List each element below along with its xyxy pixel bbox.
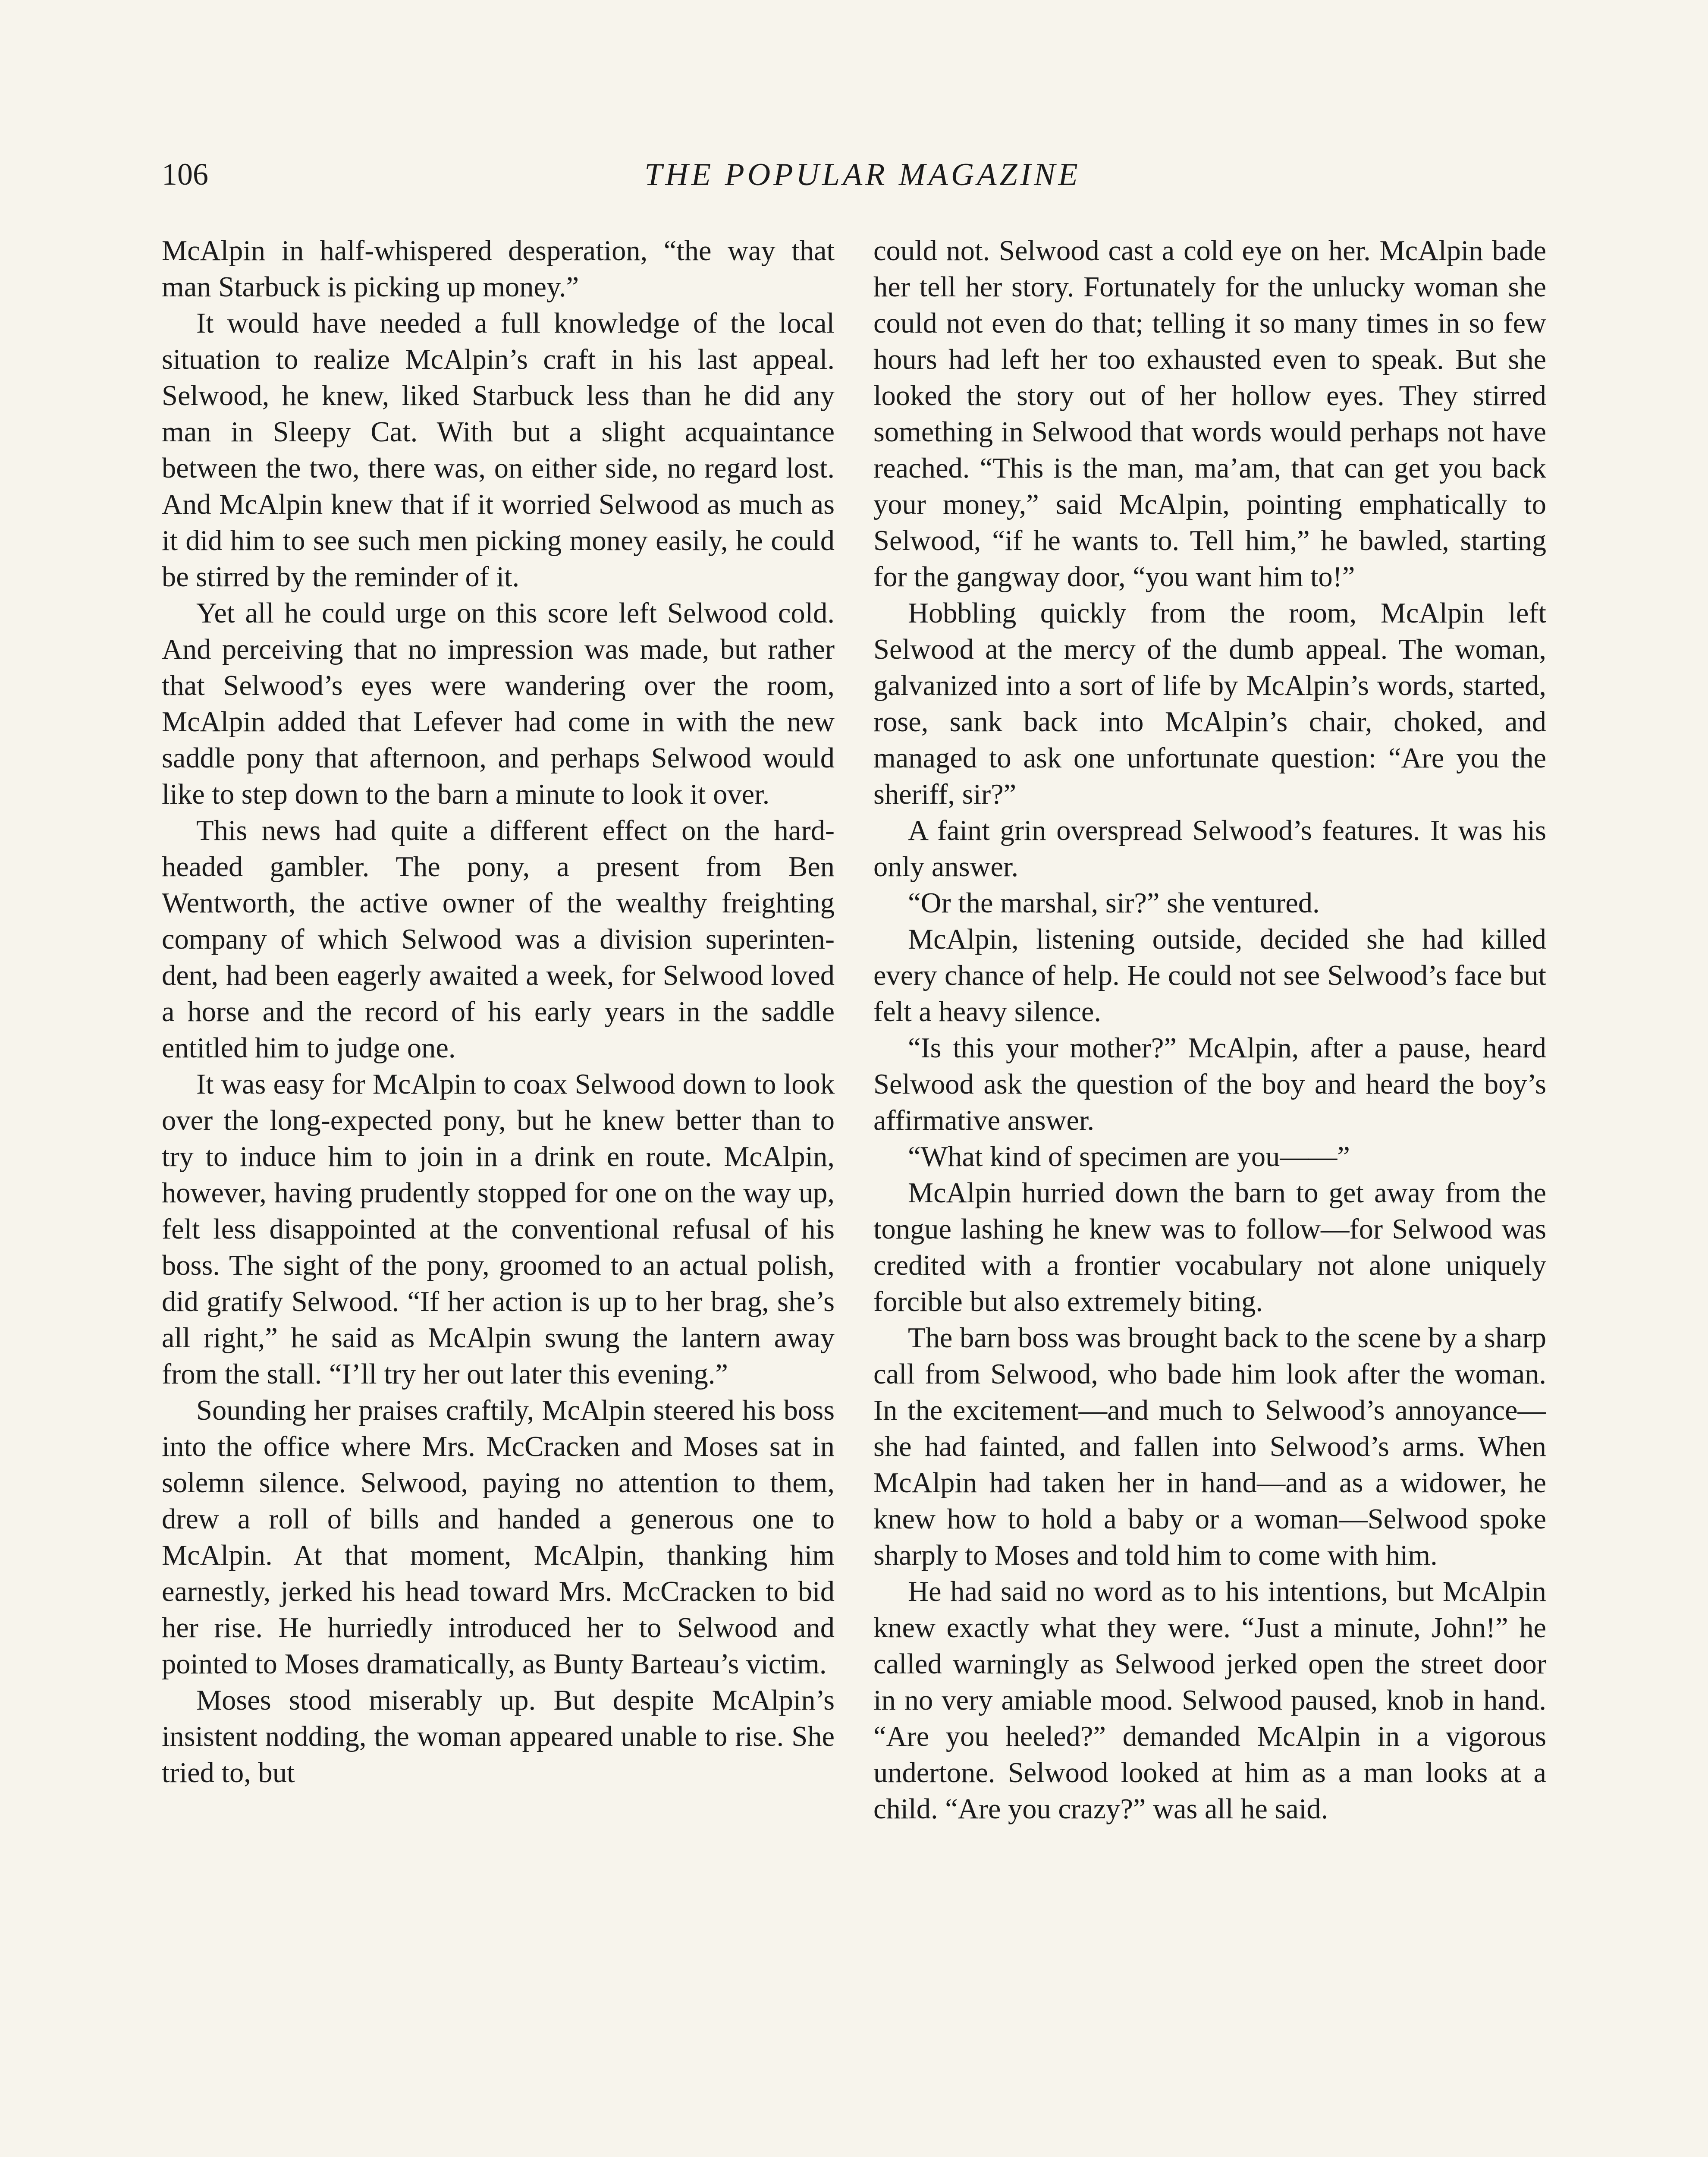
paragraph: The barn boss was brought back to the scene by a sharp call from Selwood, who bade him look after the woman. In the excitement—and much to Selwood’s annoyance—she had fainted, and fallen into Selwood’s arms. When McAlpin had taken her in hand—and as a widower, he knew how to hold a baby or a woman—Selwood spoke sharply to Moses and told him to come with him. (873, 1322, 1546, 1571)
paragraph: McAlpin hurried down the barn to get away from the tongue lashing he knew was to follow—for Selwood was credited with a frontier vocabulary not alone uniquely forcible but also extremely biting. (873, 1177, 1546, 1317)
paragraph: Hobbling quickly from the room, McAlpin left Selwood at the mercy of the dumb appeal. The woman, galvanized into a sort of life by McAlpin’s words, started, rose, sank back into McAlpin’s chair, choked, and managed to ask one unfortunate question: “Are you the sheriff, sir?” (873, 597, 1546, 810)
paragraph: He had said no word as to his intentions, but McAlpin knew exactly what they were. “Just a minute, John!” he called warningly as Selwood jerked open the street door in no very amiable mood. Selwood paused, knob in hand. “Are you heeled?” demanded McAlpin in a vigorous undertone. Selwood looked at him as a man looks at a child. “Are you crazy?” was all he said. (873, 1576, 1546, 1825)
paragraph: “What kind of specimen are you——” (908, 1141, 1350, 1173)
paragraph: McAlpin in half-whispered desperation, “the way that man Starbuck is picking up money.” (162, 235, 835, 303)
paragraph: A faint grin overspread Selwood’s features. It was his only answer. (873, 815, 1546, 883)
paragraph: McAlpin, listening outside, decided she had killed every chance of help. He could not see Selwood’s face but felt a heavy silence. (873, 924, 1546, 1028)
paragraph: It would have needed a full knowledge of the local situation to realize McAlpin’s craft in his last appeal. Selwood, he knew, liked Starbuck less than he did any man in Sleepy Cat. With but a slight acquaintance between the two, there was, on either side, no regard lost. And McAlpin knew that if it worried Selwood as much as it did him to see such men picking money easily, he could be stirred by the reminder of it. (162, 308, 835, 593)
running-title: THE POPULAR MAGAZINE (644, 157, 1081, 192)
left-column (162, 233, 835, 2157)
paragraph: It was easy for McAlpin to coax Selwood down to look over the long-expected pony, but he knew better than to try to induce him to join in a drink en route. McAlpin, however, having prudently stopped for one on the way up, felt less disappointed at the conventional refusal of his boss. The sight of the pony, groomed to an actual polish, did gratify Selwood. “If her action is up to her brag, she’s all right,” he said as McAlpin swung the lantern away from the stall. “I’ll try her out later this evening.” (162, 1069, 835, 1390)
paragraph: “Or the marshal, sir?” she ventured. (908, 887, 1320, 919)
paragraph: could not. Selwood cast a cold eye on her. McAlpin bade her tell her story. Fortunately for the unlucky woman she could not even do that; telling it so many times in so few hours had left her too exhausted even to speak. But she looked the story out of her hollow eyes. They stirred something in Selwood that words would perhaps not have reached. “This is the man, ma’am, that can get you back your money,” said McAlpin, pointing emphatically to Selwood, “if he wants to. Tell him,” he bawled, starting for the gangway door, “you want him to!” (873, 235, 1546, 593)
paragraph: Moses stood miserably up. But despite McAlpin’s insistent nodding, the woman appeared unable to rise. She tried to, but (162, 1685, 835, 1789)
paragraph: Sounding her praises craftily, McAlpin steered his boss into the office where Mrs. McCracken and Moses sat in solemn silence. Selwood, paying no attention to them, drew a roll of bills and handed a generous one to McAlpin. At that moment, McAlpin, thanking him earnestly, jerked his head toward Mrs. McCracken to bid her rise. He hurriedly introduced her to Selwood and pointed to Moses dramatically, as Bunty Barteau’s victim. (162, 1395, 835, 1680)
right-column (873, 233, 1546, 2157)
page-number: 106 (162, 157, 208, 192)
paragraph: “Is this your mother?” McAlpin, after a pause, heard Selwood ask the question of the boy and heard the boy’s affirmative answer. (873, 1032, 1546, 1136)
paragraph: Yet all he could urge on this score left Selwood cold. And perceiving that no impression was made, but rather that Selwood’s eyes were wandering over the room, McAlpin added that Lefever had come in with the new saddle pony that afternoon, and perhaps Selwood would like to step down to the barn a minute to look it over. (162, 597, 835, 810)
paragraph: This news had quite a different effect on the hard-headed gambler. The pony, a present from Ben Wentworth, the active owner of the wealthy freighting company of which Selwood was a division superintendent, had been eagerly awaited a week, for Selwood loved a horse and the record of his early years in the saddle entitled him to judge one. (162, 815, 835, 1064)
